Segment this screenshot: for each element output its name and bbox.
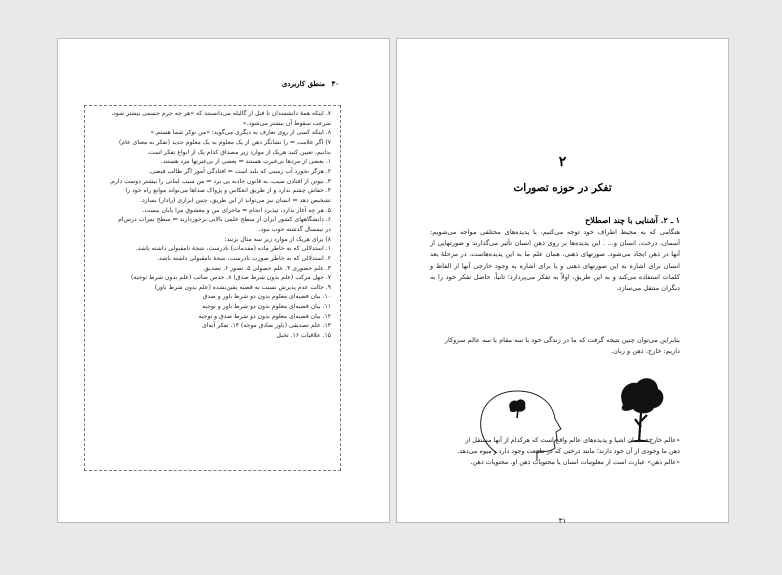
exercise-line: ۱۵. علاقیات ۱۶. تخیل	[276, 332, 331, 340]
section-heading: ۱ ـ ۲. آشنایی با چند اصطلاح	[585, 215, 680, 225]
chapter-title: تفکر در حوزه تصورات	[513, 182, 612, 194]
exercise-line: ۳. نیوتن از افتادن سیب، به قانون جاذبه پی برد ⇐ من سیب لبنانی را بیشتر دوست دارم.	[109, 177, 331, 185]
exercise-line: ۵. هر چه آغاز ندارد، نپذیرد انجام ⇐ ماجرای من و معشوق مرا پایان نیست.	[142, 206, 331, 214]
exercise-line: ۴. خفاش چشم ندارد و از طریق انعکاس و پژواک صداها می‌تواند موانع راه خود را	[125, 187, 331, 195]
exercise-text	[109, 109, 331, 341]
exercise-line: سرعت سقوط آن بیشتر می‌شود.»	[242, 119, 331, 127]
exercise-line: ۱۱. بیان قضیه‌ای معلوم بدون دو شرط باور و توجیه	[202, 303, 331, 311]
chapter-number: ۲	[558, 154, 567, 170]
paragraph-1: هنگامی که به محیط اطراف خود توجه می‌کنیم، با پدیده‌های مختلفی مواجه می‌شویم: آسمان، درخت، انسان و... . این پدیده‌ها بر روی ذهن انسان تأثیر می‌گذارند و صورتهایی از آنها در ذهن ایجاد می‌شود. صورتهای ذهنی، همان علم ما به این پدیده‌هاست. در مرحلهٔ بعد انسان برای اشاره به این صورتهای ذهنی و یا برای اشاره به وجود خارجی آنها از الفاظ و کلمات استفاده می‌کند و به این طریق، اولاً به تفکر می‌پردازد؛ ثانیاً، حاصل تفکر خود را به دیگران منتقل می‌سازد.	[430, 228, 680, 293]
caption-line: «عالم خارج»، همان اشیا و پدیده‌های عالم واقع است که هرکدام از آنها مستقل از	[465, 436, 680, 444]
exercise-line: ۸) برای هریک از موارد زیر سه مثال بزنید:	[224, 235, 331, 243]
thought-tree-icon	[509, 399, 525, 418]
exercise-line: ۱. استدلالی که به خاطر ماده (مقدمات) نادرست، نتیجهٔ نامقبولی داشته باشد.	[136, 245, 331, 253]
exercise-line: ۷. اینکه همهٔ دانشمندان تا قبل از گالیله می‌دانستند که «هر چه جرم جسمی بیشتر شود،	[111, 110, 331, 117]
running-head	[109, 79, 339, 88]
running-head-title: منطق کاربردی	[281, 79, 326, 88]
caption	[430, 435, 680, 468]
exercise-line: ۷. جهل مرکب (علم بدون شرط صدق) ۸. حدس صائب (علم بدون شرط توجیه)	[130, 274, 331, 282]
exercise-line: ۹. حالت عدم پذیرش نسبت به قضیه یقین‌نشده (علم بدون شرط باور)	[154, 283, 331, 291]
tree-icon	[621, 378, 663, 442]
exercise-line: بدانیم، تعیین کنید هریک از موارد زیر مصداق کدام یک از انواع تفکر است.	[147, 148, 331, 156]
left-page-number: ۳۰	[331, 79, 339, 88]
exercise-line: در نیمسال گذشته خوب نبود.	[258, 225, 331, 233]
right-page	[396, 38, 729, 523]
right-page-number: ۳۱	[558, 517, 567, 525]
exercise-line: ۲. هرگز نخورد آب زمینی که بلند است ⇐ افتادگی آموز اگر طالب فیضی.	[148, 167, 331, 175]
left-page	[57, 38, 390, 523]
exercise-line: ۷) اگر علامت ⇐ را نشانگر ذهن از یک معلوم به یک معلوم جدید (تفکر به معنای عام)	[119, 138, 331, 146]
exercise-line: ۱. بعضی از مردها بی‌غیرت هستند ⇐ بعضی از بی‌غیرتها مرد هستند.	[160, 158, 331, 166]
exercise-line: ۱۲. بیان قضیه‌ای معلوم بدون دو شرط صدق و توجیه	[198, 312, 331, 320]
exercise-line: تشخیص دهد ⇐ انسان نیز می‌تواند از این طریق، چنین ابزاری (رادار) بسازد.	[140, 196, 331, 204]
caption-line: «عالم ذهن» عبارت است از معلومات انسان یا محتویات ذهن او. محتویات ذهن،	[470, 458, 680, 466]
exercise-line: ۶. دانشگاههای کشور ایران از سطح علمی بالایی برخوردارند ⇐ سطح نمرات درس‌ام	[118, 216, 331, 224]
exercise-line: ۱۰. بیان قضیه‌ای معلوم بدون دو شرط باور و صدق	[202, 293, 331, 301]
exercise-line: ۱۳. علم تصدیقی (باور صادق موجه) ۱۴. تفکر آیه‌ای	[202, 322, 331, 330]
exercise-line: ۳. علم حضوری ۴. علم حصولی ۵. تصور ۶. تصدیق	[204, 264, 331, 272]
caption-line: ذهن ما وجودی از آن خود دارند؛ مانند درختی که در طبیعت وجود دارد و میوه می‌دهد.	[457, 447, 680, 455]
exercise-line: ۲. استدلالی که به خاطر صورت نادرست، نتیجهٔ نامقبولی داشته باشد.	[157, 254, 331, 262]
exercise-line: ۸. اینکه کسی از روی تعارف به دیگری می‌گوید: «من نوکر شما هستم.»	[150, 129, 331, 137]
paragraph-2: بنابراین می‌توان چنین نتیجه گرفت که ما در زندگی خود با سه مقام یا سه عالم سروکار داریم: خارج، ذهن و زبان.	[444, 336, 680, 356]
